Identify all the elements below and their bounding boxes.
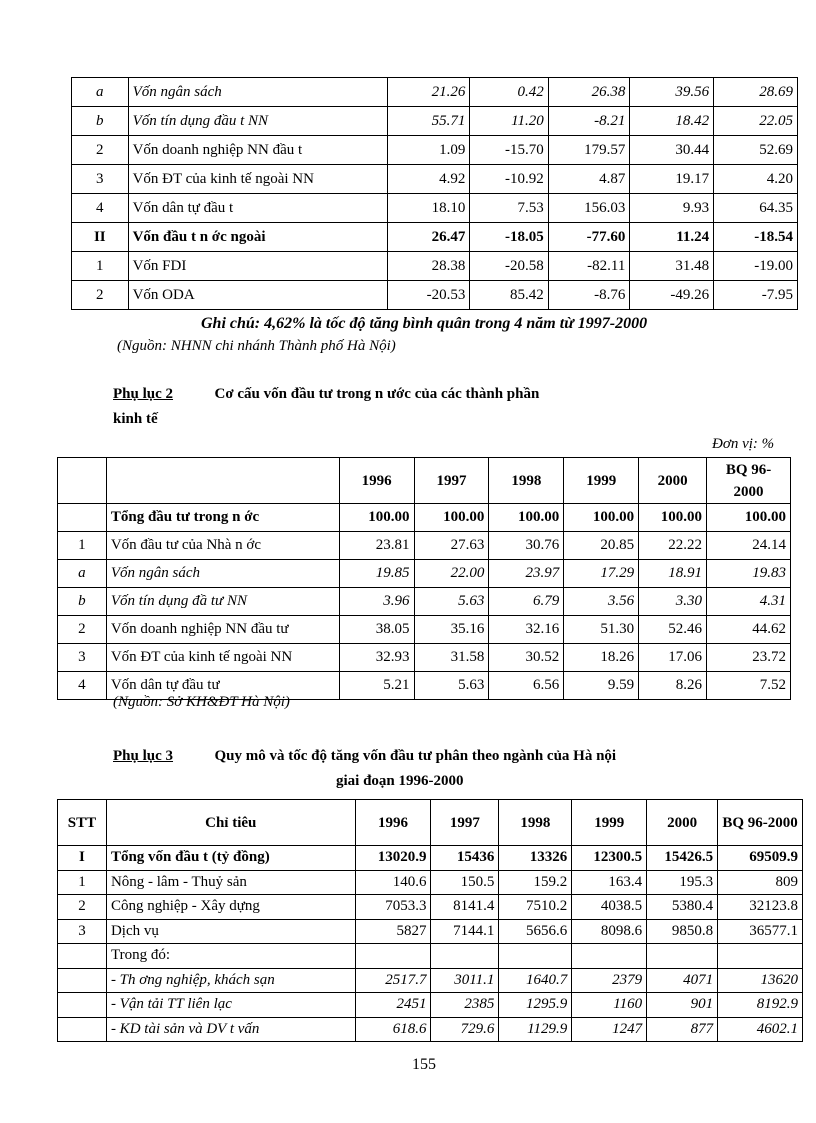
value-cell: 9.93 bbox=[630, 194, 714, 223]
value-cell: 1.09 bbox=[387, 136, 470, 165]
value-cell: 17.29 bbox=[564, 560, 639, 588]
table-row bbox=[58, 532, 791, 560]
value-cell: -49.26 bbox=[630, 281, 714, 310]
value-cell: 8192.9 bbox=[718, 993, 803, 1018]
column-header: 1997 bbox=[414, 458, 489, 504]
value-cell: -10.92 bbox=[470, 165, 548, 194]
value-cell: 19.85 bbox=[339, 560, 414, 588]
row-label: Vốn ngân sách bbox=[106, 560, 339, 588]
table-row bbox=[58, 588, 791, 616]
value-cell: 618.6 bbox=[355, 1017, 431, 1042]
table-row bbox=[58, 616, 791, 644]
row-index bbox=[58, 1017, 107, 1042]
row-index: 3 bbox=[58, 919, 107, 944]
row-index: 4 bbox=[72, 194, 129, 223]
value-cell: 7144.1 bbox=[431, 919, 499, 944]
column-header: 2000 bbox=[639, 458, 707, 504]
value-cell: 21.26 bbox=[387, 78, 470, 107]
value-cell: 8141.4 bbox=[431, 895, 499, 920]
value-cell: 39.56 bbox=[630, 78, 714, 107]
value-cell: 4.20 bbox=[714, 165, 798, 194]
row-index: a bbox=[72, 78, 129, 107]
page-number: 155 bbox=[412, 1056, 436, 1073]
column-header: 1997 bbox=[431, 800, 499, 846]
value-cell bbox=[431, 944, 499, 969]
value-cell: 15436 bbox=[431, 846, 499, 871]
appendix3-heading bbox=[113, 748, 616, 765]
value-cell: 22.00 bbox=[414, 560, 489, 588]
value-cell: 140.6 bbox=[355, 870, 431, 895]
appendix2-table bbox=[57, 457, 791, 700]
row-index: 2 bbox=[58, 895, 107, 920]
column-header: BQ 96-2000 bbox=[718, 800, 803, 846]
row-index: 1 bbox=[58, 532, 107, 560]
value-cell bbox=[572, 944, 647, 969]
value-cell: 35.16 bbox=[414, 616, 489, 644]
value-cell: 15426.5 bbox=[647, 846, 718, 871]
appendix3-title: Quy mô và tốc độ tăng vốn đầu tư phân theo ngành của Hà nội bbox=[214, 748, 617, 764]
value-cell bbox=[499, 944, 572, 969]
table-header-row bbox=[58, 800, 803, 846]
value-cell: -18.05 bbox=[470, 223, 548, 252]
row-label: Vốn tín dụng đầ tư NN bbox=[106, 588, 339, 616]
row-index: 3 bbox=[72, 165, 129, 194]
value-cell: 32.16 bbox=[489, 616, 564, 644]
value-cell: 13020.9 bbox=[355, 846, 431, 871]
row-label: Vốn tín dụng đầu t NN bbox=[128, 107, 387, 136]
table-row bbox=[72, 223, 798, 252]
row-label: Vốn FDI bbox=[128, 252, 387, 281]
value-cell: 44.62 bbox=[707, 616, 791, 644]
value-cell: 5.63 bbox=[414, 672, 489, 700]
table-row bbox=[72, 194, 798, 223]
row-label: Dịch vụ bbox=[106, 919, 355, 944]
row-index: 2 bbox=[72, 281, 129, 310]
row-label: Vốn đầu t n ớc ngoài bbox=[128, 223, 387, 252]
value-cell: 2379 bbox=[572, 968, 647, 993]
value-cell: -15.70 bbox=[470, 136, 548, 165]
table1-source: (Nguồn: NHNN chi nhánh Thành phố Hà Nội) bbox=[117, 338, 396, 354]
value-cell: 11.20 bbox=[470, 107, 548, 136]
value-cell: 100.00 bbox=[414, 504, 489, 532]
row-label: Vốn doanh nghiệp NN đầu t bbox=[128, 136, 387, 165]
value-cell: 23.72 bbox=[707, 644, 791, 672]
value-cell: 5.21 bbox=[339, 672, 414, 700]
value-cell: 18.91 bbox=[639, 560, 707, 588]
value-cell: 809 bbox=[718, 870, 803, 895]
value-cell: 729.6 bbox=[431, 1017, 499, 1042]
value-cell: 30.52 bbox=[489, 644, 564, 672]
value-cell: 28.69 bbox=[714, 78, 798, 107]
value-cell: 20.85 bbox=[564, 532, 639, 560]
value-cell: 13326 bbox=[499, 846, 572, 871]
table-row bbox=[58, 644, 791, 672]
value-cell: 22.22 bbox=[639, 532, 707, 560]
value-cell bbox=[718, 944, 803, 969]
appendix3-table bbox=[57, 799, 803, 1042]
table-row bbox=[58, 1017, 803, 1042]
value-cell: 100.00 bbox=[564, 504, 639, 532]
value-cell: 51.30 bbox=[564, 616, 639, 644]
appendix2-title-line2: kinh tế bbox=[113, 411, 158, 427]
row-index: a bbox=[58, 560, 107, 588]
value-cell: 6.56 bbox=[489, 672, 564, 700]
column-header: BQ 96-2000 bbox=[707, 458, 791, 504]
value-cell: 4602.1 bbox=[718, 1017, 803, 1042]
value-cell: 877 bbox=[647, 1017, 718, 1042]
value-cell: 8098.6 bbox=[572, 919, 647, 944]
appendix2-source: (Nguồn: Sở KH&ĐT Hà Nội) bbox=[113, 694, 290, 710]
table-row bbox=[58, 944, 803, 969]
table-row bbox=[72, 252, 798, 281]
value-cell: 85.42 bbox=[470, 281, 548, 310]
value-cell: 156.03 bbox=[548, 194, 630, 223]
value-cell: 8.26 bbox=[639, 672, 707, 700]
row-label: Trong đó: bbox=[106, 944, 355, 969]
value-cell: -18.54 bbox=[714, 223, 798, 252]
value-cell: -20.53 bbox=[387, 281, 470, 310]
column-header: 1998 bbox=[489, 458, 564, 504]
table-row bbox=[72, 165, 798, 194]
column-header: 1999 bbox=[564, 458, 639, 504]
row-label: Vốn ĐT của kinh tế ngoài NN bbox=[106, 644, 339, 672]
value-cell: 100.00 bbox=[639, 504, 707, 532]
value-cell: 9850.8 bbox=[647, 919, 718, 944]
value-cell: 100.00 bbox=[489, 504, 564, 532]
value-cell: -8.21 bbox=[548, 107, 630, 136]
table-row bbox=[72, 136, 798, 165]
growth-table bbox=[71, 77, 798, 310]
value-cell: 27.63 bbox=[414, 532, 489, 560]
value-cell: 18.26 bbox=[564, 644, 639, 672]
value-cell: 1129.9 bbox=[499, 1017, 572, 1042]
value-cell: 38.05 bbox=[339, 616, 414, 644]
value-cell: 13620 bbox=[718, 968, 803, 993]
value-cell: 31.58 bbox=[414, 644, 489, 672]
appendix3-title-line2: giai đoạn 1996-2000 bbox=[336, 773, 464, 789]
value-cell: -77.60 bbox=[548, 223, 630, 252]
value-cell: 1160 bbox=[572, 993, 647, 1018]
row-label: Nông - lâm - Thuỷ sản bbox=[106, 870, 355, 895]
row-label: Vốn ngân sách bbox=[128, 78, 387, 107]
value-cell: 69509.9 bbox=[718, 846, 803, 871]
value-cell: 1640.7 bbox=[499, 968, 572, 993]
value-cell: 3.96 bbox=[339, 588, 414, 616]
value-cell: 1247 bbox=[572, 1017, 647, 1042]
column-header: 1999 bbox=[572, 800, 647, 846]
column-header: Chỉ tiêu bbox=[106, 800, 355, 846]
table-row bbox=[58, 919, 803, 944]
value-cell: 5827 bbox=[355, 919, 431, 944]
value-cell: -7.95 bbox=[714, 281, 798, 310]
row-index: 1 bbox=[72, 252, 129, 281]
row-index: 2 bbox=[58, 616, 107, 644]
value-cell: -8.76 bbox=[548, 281, 630, 310]
value-cell: 2385 bbox=[431, 993, 499, 1018]
table-header-row bbox=[58, 458, 791, 504]
row-label: Vốn ĐT của kinh tế ngoài NN bbox=[128, 165, 387, 194]
value-cell: 55.71 bbox=[387, 107, 470, 136]
table-row bbox=[58, 846, 803, 871]
column-header: STT bbox=[58, 800, 107, 846]
value-cell: 64.35 bbox=[714, 194, 798, 223]
value-cell: 52.46 bbox=[639, 616, 707, 644]
value-cell: 36577.1 bbox=[718, 919, 803, 944]
value-cell: 163.4 bbox=[572, 870, 647, 895]
value-cell: 4.31 bbox=[707, 588, 791, 616]
row-label: Vốn đầu tư của Nhà n ớc bbox=[106, 532, 339, 560]
row-index: b bbox=[72, 107, 129, 136]
row-label: Vốn dân tự đầu tư bbox=[106, 672, 339, 700]
value-cell: 19.83 bbox=[707, 560, 791, 588]
row-label: Công nghiệp - Xây dựng bbox=[106, 895, 355, 920]
value-cell: 7053.3 bbox=[355, 895, 431, 920]
value-cell: 30.76 bbox=[489, 532, 564, 560]
table-row bbox=[58, 870, 803, 895]
value-cell bbox=[647, 944, 718, 969]
value-cell: 32.93 bbox=[339, 644, 414, 672]
column-header: 2000 bbox=[647, 800, 718, 846]
value-cell: 32123.8 bbox=[718, 895, 803, 920]
row-index: II bbox=[72, 223, 129, 252]
row-index bbox=[58, 944, 107, 969]
table-row bbox=[58, 993, 803, 1018]
column-header-empty bbox=[58, 458, 107, 504]
value-cell: 7.53 bbox=[470, 194, 548, 223]
value-cell: -82.11 bbox=[548, 252, 630, 281]
value-cell: 5380.4 bbox=[647, 895, 718, 920]
table-row bbox=[72, 281, 798, 310]
value-cell: 100.00 bbox=[707, 504, 791, 532]
value-cell: 7510.2 bbox=[499, 895, 572, 920]
row-index bbox=[58, 504, 107, 532]
row-label: Vốn doanh nghiệp NN đầu tư bbox=[106, 616, 339, 644]
appendix2-title: Cơ cấu vốn đầu tư trong n ước của các thành phần bbox=[214, 386, 540, 402]
value-cell: 18.10 bbox=[387, 194, 470, 223]
value-cell: 195.3 bbox=[647, 870, 718, 895]
value-cell bbox=[355, 944, 431, 969]
value-cell: 7.52 bbox=[707, 672, 791, 700]
value-cell: 0.42 bbox=[470, 78, 548, 107]
row-label: Tổng vốn đầu t (tỷ đồng) bbox=[106, 846, 355, 871]
value-cell: 1295.9 bbox=[499, 993, 572, 1018]
row-index: 4 bbox=[58, 672, 107, 700]
value-cell: 4038.5 bbox=[572, 895, 647, 920]
value-cell: 52.69 bbox=[714, 136, 798, 165]
row-index: 1 bbox=[58, 870, 107, 895]
value-cell: 19.17 bbox=[630, 165, 714, 194]
value-cell: 150.5 bbox=[431, 870, 499, 895]
row-label: - KD tài sản và DV t vấn bbox=[106, 1017, 355, 1042]
column-header: 1998 bbox=[499, 800, 572, 846]
value-cell: 23.97 bbox=[489, 560, 564, 588]
row-label: Vốn ODA bbox=[128, 281, 387, 310]
value-cell: 9.59 bbox=[564, 672, 639, 700]
value-cell: 23.81 bbox=[339, 532, 414, 560]
value-cell: 28.38 bbox=[387, 252, 470, 281]
value-cell: 22.05 bbox=[714, 107, 798, 136]
column-header: 1996 bbox=[339, 458, 414, 504]
row-index: 3 bbox=[58, 644, 107, 672]
appendix2-unit: Đơn vị: % bbox=[712, 436, 775, 452]
row-index bbox=[58, 993, 107, 1018]
value-cell: 901 bbox=[647, 993, 718, 1018]
appendix3-label: Phụ lục 3 bbox=[113, 748, 174, 764]
value-cell: -19.00 bbox=[714, 252, 798, 281]
value-cell: -20.58 bbox=[470, 252, 548, 281]
value-cell: 4071 bbox=[647, 968, 718, 993]
value-cell: 24.14 bbox=[707, 532, 791, 560]
row-index: b bbox=[58, 588, 107, 616]
value-cell: 11.24 bbox=[630, 223, 714, 252]
value-cell: 5656.6 bbox=[499, 919, 572, 944]
table-row bbox=[72, 78, 798, 107]
table-row bbox=[58, 504, 791, 532]
row-label: Vốn dân tự đầu t bbox=[128, 194, 387, 223]
value-cell: 26.47 bbox=[387, 223, 470, 252]
row-label: Tổng đầu tư trong n ớc bbox=[106, 504, 339, 532]
value-cell: 179.57 bbox=[548, 136, 630, 165]
column-header: 1996 bbox=[355, 800, 431, 846]
value-cell: 4.92 bbox=[387, 165, 470, 194]
value-cell: 6.79 bbox=[489, 588, 564, 616]
row-index: 2 bbox=[72, 136, 129, 165]
value-cell: 3.30 bbox=[639, 588, 707, 616]
row-index bbox=[58, 968, 107, 993]
value-cell: 159.2 bbox=[499, 870, 572, 895]
table-row bbox=[58, 895, 803, 920]
value-cell: 12300.5 bbox=[572, 846, 647, 871]
value-cell: 5.63 bbox=[414, 588, 489, 616]
row-index: I bbox=[58, 846, 107, 871]
value-cell: 4.87 bbox=[548, 165, 630, 194]
value-cell: 17.06 bbox=[639, 644, 707, 672]
value-cell: 2451 bbox=[355, 993, 431, 1018]
value-cell: 2517.7 bbox=[355, 968, 431, 993]
value-cell: 3011.1 bbox=[431, 968, 499, 993]
table1-note: Ghi chú: 4,62% là tốc độ tăng bình quân trong 4 năm từ 1997-2000 bbox=[201, 315, 648, 332]
appendix2-label: Phụ lục 2 bbox=[113, 386, 174, 402]
appendix2-heading bbox=[113, 386, 539, 403]
value-cell: 18.42 bbox=[630, 107, 714, 136]
row-label: - Vận tải TT liên lạc bbox=[106, 993, 355, 1018]
value-cell: 100.00 bbox=[339, 504, 414, 532]
row-label: - Th ơng nghiệp, khách sạn bbox=[106, 968, 355, 993]
value-cell: 31.48 bbox=[630, 252, 714, 281]
table-row bbox=[58, 560, 791, 588]
table-row bbox=[58, 968, 803, 993]
value-cell: 30.44 bbox=[630, 136, 714, 165]
table-row bbox=[72, 107, 798, 136]
value-cell: 26.38 bbox=[548, 78, 630, 107]
value-cell: 3.56 bbox=[564, 588, 639, 616]
column-header-empty bbox=[106, 458, 339, 504]
